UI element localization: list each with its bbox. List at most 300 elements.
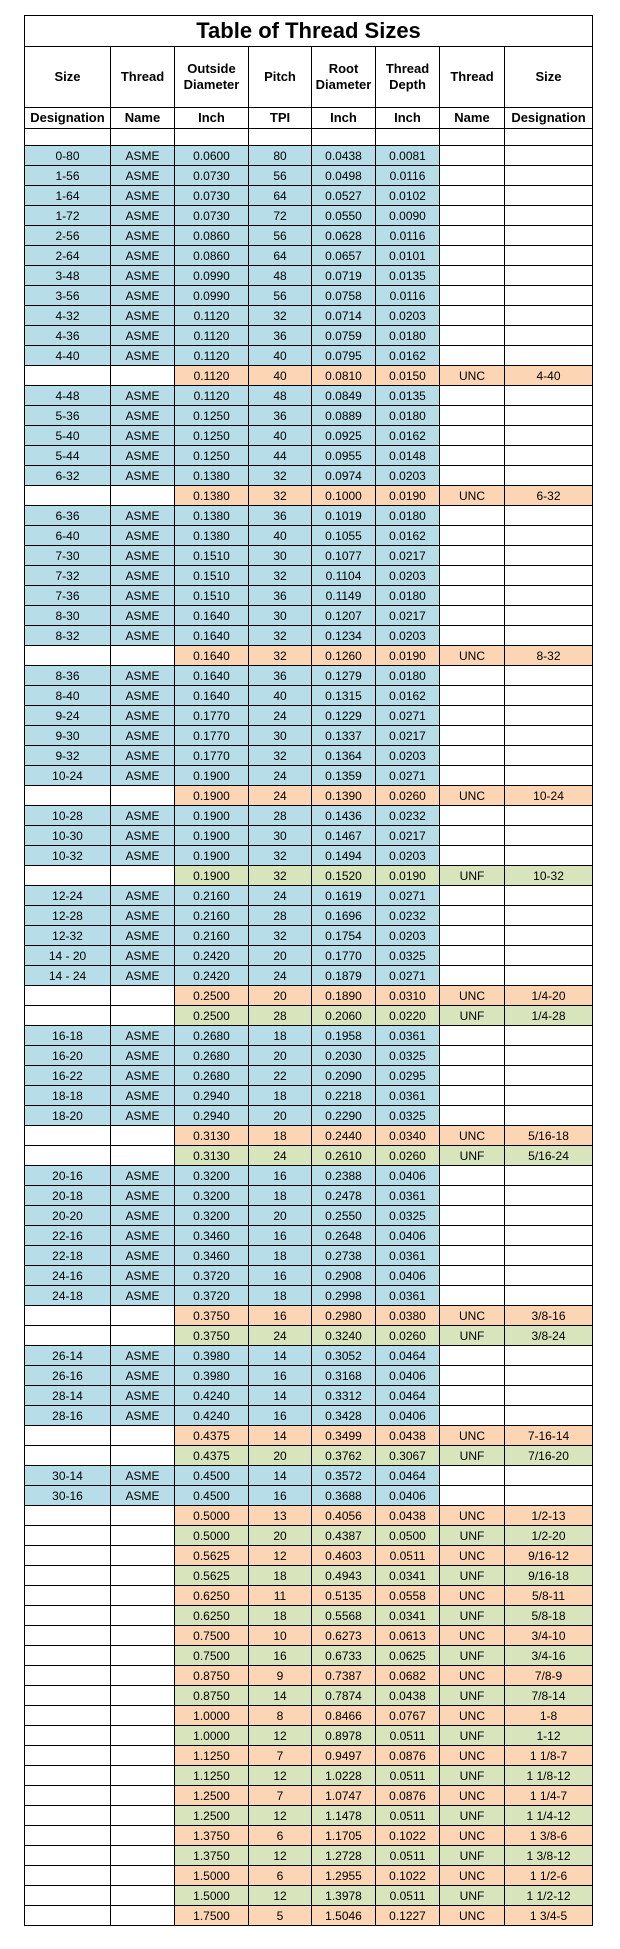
size-designation-cell: 1-64 (25, 186, 111, 206)
thread-depth-cell: 0.0271 (376, 886, 440, 906)
outside-diameter-cell: 0.0860 (175, 246, 249, 266)
size-designation-cell (25, 1866, 111, 1886)
pitch-cell: 80 (249, 146, 312, 166)
pitch-cell: 18 (249, 1126, 312, 1146)
thread-depth-cell: 0.0203 (376, 626, 440, 646)
thread-depth-cell: 0.0203 (376, 846, 440, 866)
outside-diameter-cell: 0.2940 (175, 1086, 249, 1106)
thread-name-cell: ASME (111, 1466, 175, 1486)
table-row (25, 1886, 593, 1906)
thread-name-cell (111, 1606, 175, 1626)
header-cell: Outside Diameter (175, 47, 249, 108)
table-row (25, 206, 593, 226)
size-designation-right-cell (505, 1066, 593, 1086)
table-row (25, 586, 593, 606)
outside-diameter-cell: 0.1900 (175, 766, 249, 786)
table-row (25, 1486, 593, 1506)
root-diameter-cell: 0.0628 (312, 226, 376, 246)
pitch-cell: 16 (249, 1226, 312, 1246)
unit-cell: TPI (249, 108, 312, 129)
size-designation-right-cell (505, 886, 593, 906)
thread-name-cell: ASME (111, 506, 175, 526)
table-row (25, 286, 593, 306)
pitch-cell: 13 (249, 1506, 312, 1526)
table-title: Table of Thread Sizes (25, 16, 593, 47)
pitch-cell: 24 (249, 886, 312, 906)
size-designation-right-cell (505, 1206, 593, 1226)
root-diameter-cell: 0.0974 (312, 466, 376, 486)
root-diameter-cell: 0.2090 (312, 1066, 376, 1086)
size-designation-right-cell (505, 1226, 593, 1246)
root-diameter-cell: 0.1234 (312, 626, 376, 646)
root-diameter-cell: 0.0550 (312, 206, 376, 226)
outside-diameter-cell: 0.1380 (175, 486, 249, 506)
thread-name-cell (111, 1786, 175, 1806)
size-designation-right-cell (505, 206, 593, 226)
thread-name-right-cell (440, 826, 505, 846)
thread-name-right-cell: UNF (440, 1646, 505, 1666)
thread-name-cell: ASME (111, 1026, 175, 1046)
thread-depth-cell: 0.1022 (376, 1826, 440, 1846)
size-designation-cell (25, 1546, 111, 1566)
header-cell: Thread Depth (376, 47, 440, 108)
spacer-cell (312, 129, 376, 146)
pitch-cell: 32 (249, 626, 312, 646)
thread-name-right-cell (440, 966, 505, 986)
pitch-cell: 40 (249, 346, 312, 366)
spacer-cell (25, 129, 111, 146)
thread-name-cell (111, 1666, 175, 1686)
outside-diameter-cell: 1.0000 (175, 1726, 249, 1746)
size-designation-right-cell: 1 1/4-12 (505, 1806, 593, 1826)
table-row (25, 1026, 593, 1046)
size-designation-cell: 14 - 24 (25, 966, 111, 986)
thread-name-cell: ASME (111, 1206, 175, 1226)
thread-depth-cell: 0.0325 (376, 1106, 440, 1126)
size-designation-cell (25, 1726, 111, 1746)
outside-diameter-cell: 1.3750 (175, 1826, 249, 1846)
thread-name-cell: ASME (111, 226, 175, 246)
root-diameter-cell: 0.4943 (312, 1566, 376, 1586)
size-designation-cell: 28-14 (25, 1386, 111, 1406)
pitch-cell: 32 (249, 846, 312, 866)
root-diameter-cell: 0.1279 (312, 666, 376, 686)
table-row (25, 546, 593, 566)
thread-depth-cell: 0.0438 (376, 1506, 440, 1526)
thread-name-cell (111, 1446, 175, 1466)
pitch-cell: 48 (249, 266, 312, 286)
thread-name-right-cell (440, 666, 505, 686)
pitch-cell: 6 (249, 1866, 312, 1886)
size-designation-right-cell: 6-32 (505, 486, 593, 506)
header-cell: Thread (440, 47, 505, 108)
root-diameter-cell: 0.3240 (312, 1326, 376, 1346)
pitch-cell: 20 (249, 1446, 312, 1466)
thread-name-right-cell: UNC (440, 1126, 505, 1146)
table-row (25, 1186, 593, 1206)
table-row (25, 1306, 593, 1326)
root-diameter-cell: 0.1879 (312, 966, 376, 986)
outside-diameter-cell: 0.2500 (175, 986, 249, 1006)
outside-diameter-cell: 0.0990 (175, 286, 249, 306)
size-designation-cell (25, 1666, 111, 1686)
thread-name-cell: ASME (111, 906, 175, 926)
thread-sizes-table (24, 15, 593, 1926)
outside-diameter-cell: 0.5625 (175, 1546, 249, 1566)
table-row (25, 166, 593, 186)
size-designation-cell: 8-30 (25, 606, 111, 626)
root-diameter-cell: 0.1467 (312, 826, 376, 846)
pitch-cell: 20 (249, 1206, 312, 1226)
size-designation-right-cell (505, 306, 593, 326)
size-designation-cell: 24-18 (25, 1286, 111, 1306)
thread-name-right-cell (440, 526, 505, 546)
header-cell: Root Diameter (312, 47, 376, 108)
thread-name-right-cell: UNF (440, 1886, 505, 1906)
root-diameter-cell: 0.3688 (312, 1486, 376, 1506)
size-designation-cell: 4-32 (25, 306, 111, 326)
thread-depth-cell: 0.0090 (376, 206, 440, 226)
table-row (25, 1266, 593, 1286)
size-designation-cell: 3-56 (25, 286, 111, 306)
size-designation-cell (25, 1306, 111, 1326)
pitch-cell: 20 (249, 986, 312, 1006)
thread-name-right-cell: UNC (440, 1706, 505, 1726)
root-diameter-cell: 0.1055 (312, 526, 376, 546)
pitch-cell: 11 (249, 1586, 312, 1606)
thread-depth-cell: 0.0232 (376, 906, 440, 926)
outside-diameter-cell: 0.4240 (175, 1386, 249, 1406)
thread-depth-cell: 0.0101 (376, 246, 440, 266)
pitch-cell: 32 (249, 926, 312, 946)
thread-name-cell: ASME (111, 306, 175, 326)
table-row (25, 886, 593, 906)
size-designation-right-cell (505, 566, 593, 586)
size-designation-right-cell: 3/4-10 (505, 1626, 593, 1646)
size-designation-cell: 5-40 (25, 426, 111, 446)
thread-name-right-cell (440, 306, 505, 326)
thread-depth-cell: 0.0500 (376, 1526, 440, 1546)
outside-diameter-cell: 1.3750 (175, 1846, 249, 1866)
outside-diameter-cell: 0.1120 (175, 326, 249, 346)
table-row (25, 626, 593, 646)
outside-diameter-cell: 0.2680 (175, 1066, 249, 1086)
size-designation-cell (25, 1886, 111, 1906)
thread-name-right-cell: UNC (440, 486, 505, 506)
thread-name-right-cell: UNF (440, 1446, 505, 1466)
thread-name-right-cell: UNC (440, 1306, 505, 1326)
thread-name-cell: ASME (111, 546, 175, 566)
root-diameter-cell: 0.2388 (312, 1166, 376, 1186)
thread-depth-cell: 0.0180 (376, 406, 440, 426)
thread-name-cell: ASME (111, 566, 175, 586)
table-row (25, 226, 593, 246)
thread-depth-cell: 0.0260 (376, 1146, 440, 1166)
table-row (25, 1066, 593, 1086)
root-diameter-cell: 0.0889 (312, 406, 376, 426)
size-designation-right-cell (505, 826, 593, 846)
root-diameter-cell: 0.2738 (312, 1246, 376, 1266)
unit-cell: Inch (175, 108, 249, 129)
root-diameter-cell: 0.1520 (312, 866, 376, 886)
table-row (25, 1006, 593, 1026)
header-cell: Size (25, 47, 111, 108)
size-designation-cell (25, 866, 111, 886)
size-designation-cell: 18-20 (25, 1106, 111, 1126)
table-row (25, 426, 593, 446)
size-designation-cell: 3-48 (25, 266, 111, 286)
spacer-cell (440, 129, 505, 146)
outside-diameter-cell: 0.1510 (175, 566, 249, 586)
root-diameter-cell: 0.2610 (312, 1146, 376, 1166)
size-designation-cell: 8-32 (25, 626, 111, 646)
size-designation-cell (25, 1006, 111, 1026)
thread-depth-cell: 0.0116 (376, 166, 440, 186)
thread-name-right-cell: UNF (440, 1846, 505, 1866)
size-designation-cell (25, 1826, 111, 1846)
root-diameter-cell: 0.2060 (312, 1006, 376, 1026)
thread-name-cell (111, 1146, 175, 1166)
pitch-cell: 12 (249, 1546, 312, 1566)
thread-name-right-cell (440, 1346, 505, 1366)
thread-name-right-cell (440, 1166, 505, 1186)
outside-diameter-cell: 0.3130 (175, 1146, 249, 1166)
size-designation-right-cell (505, 466, 593, 486)
thread-name-cell (111, 1586, 175, 1606)
thread-depth-cell: 0.0511 (376, 1546, 440, 1566)
table-row (25, 506, 593, 526)
thread-name-right-cell (440, 686, 505, 706)
outside-diameter-cell: 0.2680 (175, 1026, 249, 1046)
thread-depth-cell: 0.0406 (376, 1166, 440, 1186)
outside-diameter-cell: 0.3980 (175, 1366, 249, 1386)
root-diameter-cell: 0.1260 (312, 646, 376, 666)
size-designation-right-cell (505, 1386, 593, 1406)
pitch-cell: 16 (249, 1266, 312, 1286)
size-designation-right-cell (505, 446, 593, 466)
thread-name-right-cell (440, 906, 505, 926)
size-designation-right-cell (505, 1106, 593, 1126)
pitch-cell: 20 (249, 1046, 312, 1066)
outside-diameter-cell: 0.1510 (175, 546, 249, 566)
table-row (25, 1206, 593, 1226)
root-diameter-cell: 0.1436 (312, 806, 376, 826)
outside-diameter-cell: 0.2160 (175, 906, 249, 926)
thread-depth-cell: 0.0876 (376, 1786, 440, 1806)
thread-name-cell (111, 1626, 175, 1646)
size-designation-cell (25, 1506, 111, 1526)
size-designation-right-cell (505, 1286, 593, 1306)
pitch-cell: 18 (249, 1186, 312, 1206)
size-designation-right-cell (505, 1366, 593, 1386)
outside-diameter-cell: 0.1640 (175, 626, 249, 646)
root-diameter-cell: 0.1696 (312, 906, 376, 926)
thread-name-cell: ASME (111, 926, 175, 946)
spacer-cell (111, 129, 175, 146)
pitch-cell: 6 (249, 1826, 312, 1846)
size-designation-right-cell: 5/8-18 (505, 1606, 593, 1626)
size-designation-cell (25, 1626, 111, 1646)
thread-depth-cell: 0.0511 (376, 1726, 440, 1746)
outside-diameter-cell: 0.7500 (175, 1626, 249, 1646)
thread-name-cell: ASME (111, 826, 175, 846)
size-designation-cell: 8-36 (25, 666, 111, 686)
thread-name-right-cell (440, 386, 505, 406)
root-diameter-cell: 0.0758 (312, 286, 376, 306)
pitch-cell: 32 (249, 866, 312, 886)
size-designation-cell: 30-16 (25, 1486, 111, 1506)
thread-name-right-cell: UNC (440, 986, 505, 1006)
thread-depth-cell: 0.0203 (376, 926, 440, 946)
thread-name-right-cell: UNF (440, 1806, 505, 1826)
thread-name-cell (111, 1426, 175, 1446)
size-designation-right-cell (505, 406, 593, 426)
size-designation-cell: 14 - 20 (25, 946, 111, 966)
thread-name-cell: ASME (111, 886, 175, 906)
table-row (25, 1406, 593, 1426)
thread-depth-cell: 0.0260 (376, 1326, 440, 1346)
size-designation-right-cell: 1/2-20 (505, 1526, 593, 1546)
thread-name-right-cell (440, 266, 505, 286)
thread-name-cell: ASME (111, 266, 175, 286)
root-diameter-cell: 0.1494 (312, 846, 376, 866)
size-designation-right-cell: 1 1/8-7 (505, 1746, 593, 1766)
thread-depth-cell: 0.0511 (376, 1886, 440, 1906)
size-designation-cell: 12-28 (25, 906, 111, 926)
root-diameter-cell: 0.3762 (312, 1446, 376, 1466)
thread-name-cell (111, 366, 175, 386)
pitch-cell: 36 (249, 506, 312, 526)
unit-cell: Inch (312, 108, 376, 129)
thread-depth-cell: 0.0682 (376, 1666, 440, 1686)
size-designation-cell: 1-56 (25, 166, 111, 186)
size-designation-cell: 16-20 (25, 1046, 111, 1066)
table-row (25, 726, 593, 746)
thread-name-cell (111, 1766, 175, 1786)
thread-name-cell: ASME (111, 286, 175, 306)
table-row (25, 306, 593, 326)
thread-name-cell (111, 1506, 175, 1526)
table-row (25, 946, 593, 966)
root-diameter-cell: 0.1077 (312, 546, 376, 566)
outside-diameter-cell: 0.1250 (175, 446, 249, 466)
outside-diameter-cell: 0.1770 (175, 746, 249, 766)
thread-depth-cell: 0.0613 (376, 1626, 440, 1646)
thread-name-cell: ASME (111, 1086, 175, 1106)
pitch-cell: 20 (249, 1106, 312, 1126)
thread-name-right-cell (440, 726, 505, 746)
pitch-cell: 16 (249, 1646, 312, 1666)
pitch-cell: 24 (249, 706, 312, 726)
thread-name-right-cell (440, 1026, 505, 1046)
outside-diameter-cell: 0.1250 (175, 426, 249, 446)
thread-name-right-cell: UNC (440, 786, 505, 806)
size-designation-right-cell (505, 386, 593, 406)
size-designation-right-cell: 1 3/8-6 (505, 1826, 593, 1846)
root-diameter-cell: 0.1229 (312, 706, 376, 726)
thread-depth-cell: 0.0232 (376, 806, 440, 826)
thread-depth-cell: 0.0325 (376, 1046, 440, 1066)
table-row (25, 1426, 593, 1446)
size-designation-cell: 4-40 (25, 346, 111, 366)
size-designation-cell (25, 1746, 111, 1766)
size-designation-right-cell (505, 746, 593, 766)
thread-depth-cell: 0.0203 (376, 306, 440, 326)
table-row (25, 766, 593, 786)
table-row (25, 706, 593, 726)
thread-name-right-cell (440, 166, 505, 186)
pitch-cell: 36 (249, 666, 312, 686)
size-designation-right-cell: 1 3/8-12 (505, 1846, 593, 1866)
thread-name-cell: ASME (111, 846, 175, 866)
pitch-cell: 28 (249, 806, 312, 826)
size-designation-cell (25, 1586, 111, 1606)
thread-name-cell (111, 786, 175, 806)
outside-diameter-cell: 0.4375 (175, 1426, 249, 1446)
root-diameter-cell: 0.0719 (312, 266, 376, 286)
thread-name-cell (111, 1906, 175, 1926)
thread-depth-cell: 0.0406 (376, 1486, 440, 1506)
root-diameter-cell: 0.0925 (312, 426, 376, 446)
thread-name-right-cell (440, 506, 505, 526)
outside-diameter-cell: 0.3720 (175, 1266, 249, 1286)
size-designation-right-cell (505, 426, 593, 446)
thread-depth-cell: 0.0464 (376, 1346, 440, 1366)
table-row (25, 1786, 593, 1806)
thread-depth-cell: 0.0438 (376, 1686, 440, 1706)
thread-name-right-cell: UNF (440, 1526, 505, 1546)
thread-depth-cell: 0.0148 (376, 446, 440, 466)
thread-name-cell: ASME (111, 606, 175, 626)
outside-diameter-cell: 0.3130 (175, 1126, 249, 1146)
root-diameter-cell: 1.0228 (312, 1766, 376, 1786)
root-diameter-cell: 0.1770 (312, 946, 376, 966)
size-designation-cell (25, 1786, 111, 1806)
thread-name-cell (111, 1706, 175, 1726)
thread-depth-cell: 0.0876 (376, 1746, 440, 1766)
table-row (25, 1906, 593, 1926)
thread-depth-cell: 0.0511 (376, 1806, 440, 1826)
thread-name-right-cell (440, 286, 505, 306)
thread-name-cell: ASME (111, 946, 175, 966)
thread-name-cell: ASME (111, 966, 175, 986)
pitch-cell: 56 (249, 226, 312, 246)
root-diameter-cell: 0.2218 (312, 1086, 376, 1106)
root-diameter-cell: 0.0438 (312, 146, 376, 166)
table-row (25, 526, 593, 546)
table-row (25, 666, 593, 686)
thread-name-cell: ASME (111, 1226, 175, 1246)
thread-depth-cell: 0.0767 (376, 1706, 440, 1726)
outside-diameter-cell: 0.3460 (175, 1226, 249, 1246)
root-diameter-cell: 0.7387 (312, 1666, 376, 1686)
thread-name-right-cell: UNF (440, 1566, 505, 1586)
spacer-cell (376, 129, 440, 146)
thread-depth-cell: 0.0116 (376, 286, 440, 306)
outside-diameter-cell: 0.0730 (175, 186, 249, 206)
thread-name-right-cell (440, 1406, 505, 1426)
thread-depth-cell: 0.0361 (376, 1086, 440, 1106)
thread-name-cell (111, 1306, 175, 1326)
thread-name-right-cell (440, 1246, 505, 1266)
size-designation-right-cell (505, 326, 593, 346)
size-designation-right-cell: 10-32 (505, 866, 593, 886)
outside-diameter-cell: 0.3200 (175, 1206, 249, 1226)
thread-depth-cell: 0.0081 (376, 146, 440, 166)
table-row (25, 866, 593, 886)
thread-depth-cell: 0.0162 (376, 426, 440, 446)
pitch-cell: 7 (249, 1786, 312, 1806)
